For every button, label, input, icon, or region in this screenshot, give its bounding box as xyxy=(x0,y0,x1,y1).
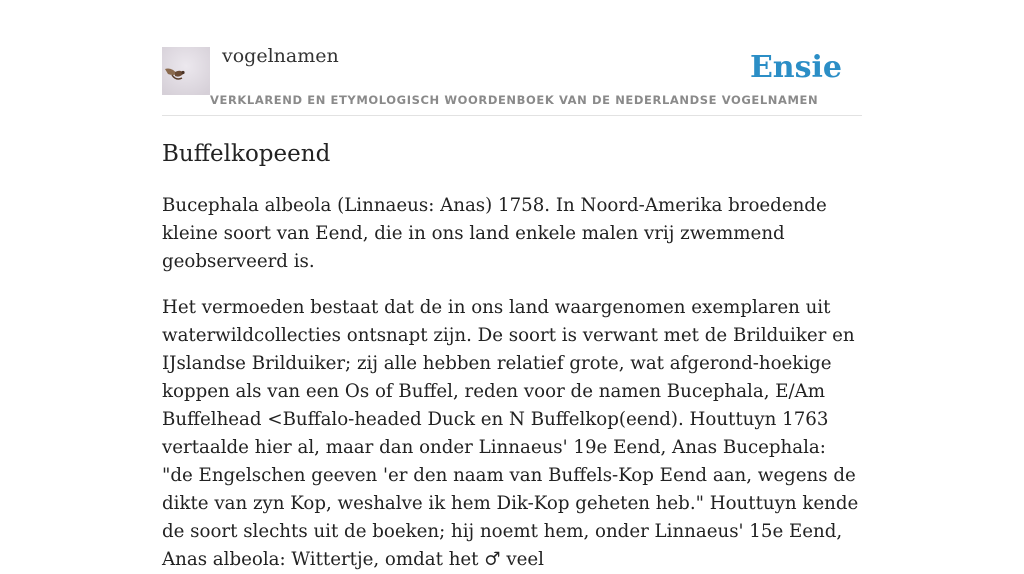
dictionary-subtitle: VERKLAREND EN ETYMOLOGISCH WOORDENBOEK VAN DE NEDERLANDSE VOGELNAMEN xyxy=(210,93,819,107)
article-title: Buffelkopeend xyxy=(162,141,331,167)
dictionary-header xyxy=(162,0,862,116)
bird-in-flight-icon xyxy=(162,47,210,95)
dictionary-name[interactable]: vogelnamen xyxy=(222,45,339,67)
article-paragraph-2: Het vermoeden bestaat dat de in ons land waargenomen exemplaren uit waterwildcollecties ontsnapt zijn. De soort is verwant met de Brilduiker en IJslandse Brilduiker; zij alle hebben relatief grote, wat afgerond-hoekige koppen als van een Os of Buffel, reden voor de namen Bucephala, E/Am Buffelhead <Buffalo-headed Duck en N Buffelkop(eend). Houttuyn 1763 vertaalde hier al, maar dan onder Linnaeus' 19e Eend, Anas Bucephala: "de Engelschen geeven 'er den naam van Buffels-Kop Eend aan, wegens de dikte van zyn Kop, weshalve ik hem Dik-Kop geheten heb." Houttuyn kende de soort slechts uit de boeken; hij noemt hem, onder Linnaeus' 15e Eend, Anas albeola: Wittertje, omdat het ♂ veel xyxy=(162,297,859,570)
dictionary-avatar[interactable] xyxy=(162,47,210,95)
header-divider xyxy=(162,115,862,116)
article xyxy=(162,138,862,574)
article-paragraph-1: Bucephala albeola (Linnaeus: Anas) 1758. In Noord-Amerika broedende kleine soort van Eend, die in ons land enkele malen vrij zwemmend geobserveerd is. xyxy=(162,195,827,272)
ensie-logo[interactable]: Ensie xyxy=(749,50,842,85)
